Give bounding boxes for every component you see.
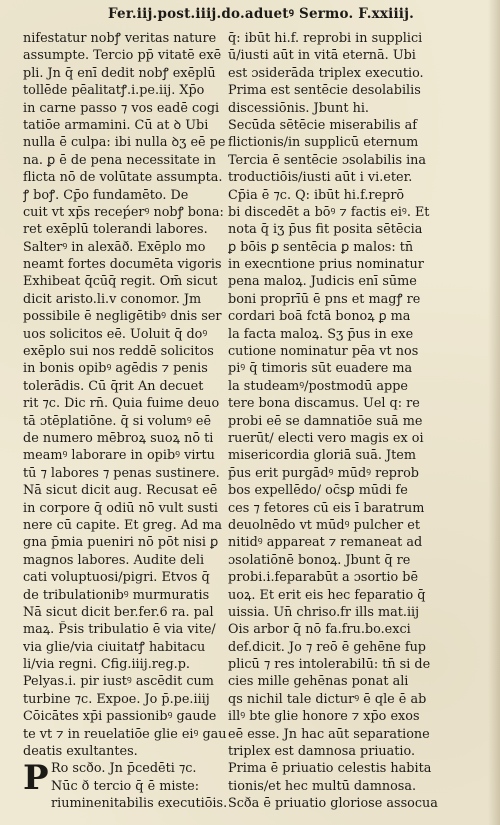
text-line: in carne passo ⁊ vos eadē cogi <box>23 100 220 116</box>
text-line: nota q̄ iʒ p̄us fit posita sētēcia <box>228 222 423 238</box>
text-line: tolerādis. Cū q̄rit An decuet <box>23 378 204 394</box>
text-line: Nā sicut dicit ber.fer.6 ra. pal <box>23 604 214 620</box>
text-line: cies mille gehēnas ponat ali <box>228 674 409 690</box>
text-line: rit ⁊c. Dic rn̄. Quia fuime deuo <box>23 396 220 412</box>
text-line: turbine ⁊c. Expoe. Jo p̄.pe.iiij <box>23 691 210 707</box>
text-line: discessiōnis. Jbunt hi. <box>228 100 369 116</box>
text-line: neamt fortes documēta vigoris <box>23 257 222 273</box>
text-line: uos solicitos eē. Uoluit q̄ doꝰ <box>23 326 208 342</box>
drop-capital: P <box>23 758 49 799</box>
text-line: tere bona discamus. Uel q: re <box>228 396 420 412</box>
text-line: exēplo sui nos reddē solicitos <box>23 344 214 360</box>
text-line: in execntione prius nominatur <box>228 257 424 273</box>
text-line: est ɔsiderāda triplex executio. <box>228 65 424 81</box>
text-line: meamꝰ laborare in opibꝰ virtu <box>23 448 215 464</box>
text-line: tā ɔtēplatiōne. q̄ si volumꝰ eē <box>23 413 212 429</box>
text-line: Salterꝰ in alexāð. Exēplo mo <box>23 239 206 255</box>
text-line: Ois arbor q̄ nō fa.fru.bo.exci <box>228 622 411 638</box>
text-line: triplex est damnosa priuatio. <box>228 744 416 760</box>
text-line: bi discedēt a bōꝰ ⁊ factis eiꝰ. Et <box>228 204 430 220</box>
text-line: li/via regni. Cfig.iiij.reg.p. <box>23 657 190 673</box>
text-line: magnos labores. Audite deli <box>23 552 205 568</box>
text-line: Prima est sentēcie desolabilis <box>228 83 421 99</box>
text-line: te vt ⁊ in reuelatiōe glie eiꝰ gau <box>23 726 227 742</box>
text-line: boni proprīū ē pns et magꝭ re <box>228 291 421 307</box>
text-line: tatiōe armamini. Cū at ꝺ Ubi <box>23 117 209 133</box>
text-line: uissia. Un̄ chriso.fr ills mat.iij <box>228 604 420 620</box>
text-line: piꝰ q̄ timoris sūt euadere ma <box>228 361 413 377</box>
text-line: deuolnēdo vt mūdꝰ pulcher et <box>228 517 420 533</box>
text-line: possibile ē negligētibꝰ dnis ser <box>23 309 222 325</box>
text-line: tionis/et hec multū damnosa. <box>228 778 417 794</box>
text-line: nulla ē culpa: ibi nulla ꝺʒ eē pe <box>23 135 226 151</box>
text-line: ɔsolatiōnē bonoꝝ. Jbunt q̄ re <box>228 552 411 568</box>
paragraph-line: Ro scðo. Jn p̄cedēti ⁊c. <box>51 761 197 777</box>
text-line: tollēde pēalitatꝭ.i.pe.iij. Xp̄o <box>23 83 205 99</box>
text-line: cutione nominatur pēa vt nos <box>228 344 419 360</box>
text-line: ū/iusti aūt in vitā eternā. Ubi <box>228 48 416 64</box>
new-paragraph <box>23 760 241 812</box>
text-line: de numero mēbroꝝ suoꝝ nō ti <box>23 430 214 446</box>
text-line: ꝭ boꝭ. Cp̄o fundamēto. De <box>23 187 189 203</box>
text-line: Pelyas.i. pir iustꝰ ascēdit cum <box>23 674 214 690</box>
text-line: ruerūt/ electi vero magis ex oi <box>228 430 424 446</box>
text-line: de tribulationibꝰ murmuratis <box>23 587 210 603</box>
text-line: def.dicit. Jo ⁊ reō ē gehēne fup <box>228 639 427 655</box>
text-line: in corpore q̄ odiū nō vult susti <box>23 500 219 516</box>
text-line: via glie/via ciuitatꝭ habitacu <box>23 639 206 655</box>
text-line: cordari boā fctā bonoꝝ ꝑ ma <box>228 309 411 325</box>
text-line: Exhibeat q̄cūq̄ regit. Om̄ sicut <box>23 274 218 290</box>
text-line: Nā sicut dicit aug. Recusat eē <box>23 483 218 499</box>
text-line: Cp̄ia ē ⁊c. Q: ibūt hi.f.reprō <box>228 187 405 203</box>
running-header: Fer.iij.post.iiij.do.aduetꝰ Sermo. F.xxiiij. <box>108 6 415 22</box>
text-line: ret exēplū tolerandi labores. <box>23 222 208 238</box>
text-line: probi eē se damnatiōe suā me <box>228 413 423 429</box>
text-line: cuit vt xp̄s receṕerꝰ nobꝭ bona: <box>23 204 224 220</box>
right-text-column <box>228 30 490 813</box>
text-line: nere cū capite. Et greg. Ad ma <box>23 517 223 533</box>
text-line: maꝝ. P̄sis tribulatio ē via vite/ <box>23 622 216 638</box>
text-line: flicta nō de volūtate assumpta. <box>23 170 223 186</box>
text-line: misericordia gloriā suā. Jtem <box>228 448 416 464</box>
paragraph-line: Nūc ð tercio q̄ ē miste: <box>51 778 200 794</box>
text-line: la studeamꝰ/postmodū appe <box>228 378 409 394</box>
text-line: q̄: ibūt hi.f. reprobi in supplici <box>228 31 423 46</box>
text-line: bos expellēdo/ oc̄sꝑ mūdi fe <box>228 483 408 499</box>
text-line: nifestatur nobꝭ veritas nature <box>23 31 217 46</box>
page-edge-shadow <box>488 0 500 825</box>
text-line: Prima ē priuatio celestis habita <box>228 761 432 777</box>
text-line: assumpte. Tercio pp̄ vitatē exē <box>23 48 222 64</box>
text-line: flictionis/in supplicū eternum <box>228 135 419 151</box>
text-line: uoꝝ. Et erit eis hec feparatio q̄ <box>228 587 426 603</box>
text-line: in bonis opibꝰ agēdis ⁊ penis <box>23 361 208 377</box>
text-line: pli. Jn q̄ enī dedit nobꝭ exēplū <box>23 65 216 81</box>
text-line: ces ⁊ fetores cū eis ī baratrum <box>228 500 425 516</box>
text-line: nitidꝰ appareat ⁊ remaneat ad <box>228 535 423 551</box>
text-line: troductiōis/iusti aūt i vi.eter. <box>228 170 413 186</box>
text-line: dicit aristo.li.v conomor. Jm <box>23 291 202 307</box>
text-line: gna p̄mia pueniri nō pōt nisi ꝑ <box>23 535 219 551</box>
text-line: cati voluptuosi/pigri. Etvos q̄ <box>23 570 210 586</box>
text-line: na. ꝑ ē de pena necessitate in <box>23 152 217 168</box>
paragraph-line: riuminenitabilis executiōis. <box>51 796 228 812</box>
text-line: Scða ē priuatio gloriose assocua <box>228 796 438 812</box>
text-line: tū ⁊ labores ⁊ penas sustinere. <box>23 465 220 481</box>
text-line: probi.i.feparabūt a ɔsortio bē <box>228 570 419 586</box>
text-line: p̄us erit purgādꝰ mūdꝰ reprob <box>228 465 420 481</box>
text-line: la facta maloꝝ. Sʒ p̄us in exe <box>228 326 414 342</box>
text-line: Cōicātes xp̄i passionibꝰ gaude <box>23 709 217 725</box>
text-line: Tercia ē sentēcie ɔsolabilis ina <box>228 152 427 168</box>
left-text-column <box>23 30 241 813</box>
text-line: qs nichil tale dicturꝰ ē qle ē ab <box>228 691 427 707</box>
text-line: eē esse. Jn hac aūt separatione <box>228 726 430 742</box>
text-line: ꝑ bōis ꝑ sentēcia ꝑ malos: tn̄ <box>228 239 414 255</box>
text-line: deatis exultantes. <box>23 744 138 760</box>
text-line: plicū ⁊ res intolerabilū: tn̄ si de <box>228 657 431 673</box>
text-line: illꝰ bte glie honore ⁊ xp̄o exos <box>228 709 420 725</box>
text-line: Secūda sētēcie miserabilis af <box>228 117 417 133</box>
text-line: pena maloꝝ. Judicis enī sūme <box>228 274 417 290</box>
